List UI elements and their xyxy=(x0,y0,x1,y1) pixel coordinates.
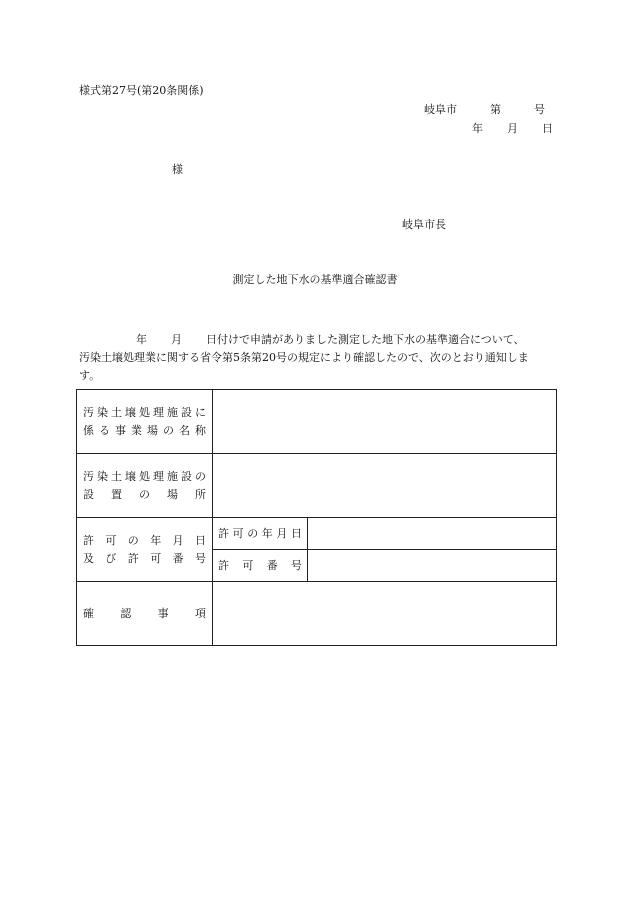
table-row-permit-date xyxy=(77,518,557,550)
value-permit-number[interactable] xyxy=(308,550,557,582)
issuer-number-line xyxy=(424,103,545,117)
label-facility-location: 汚染土壌処理施設の 設置の場所 xyxy=(77,454,213,518)
mayor-title: 岐阜市長 xyxy=(402,218,446,231)
label-permit-date: 許可の年月日 xyxy=(213,518,308,550)
body-line-1 xyxy=(79,331,559,349)
body-month: 月 xyxy=(171,333,182,346)
body-line-3: す。 xyxy=(79,369,101,382)
issuer-city: 岐阜市 xyxy=(424,103,457,116)
issuer-dai: 第 xyxy=(490,103,501,116)
label-facility-name: 汚染土壌処理施設に 係る事業場の名称 xyxy=(77,390,213,454)
issuer-go: 号 xyxy=(534,103,545,116)
value-facility-name[interactable] xyxy=(213,390,557,454)
value-confirmation[interactable] xyxy=(213,582,557,646)
table-row-confirmation xyxy=(77,582,557,646)
issue-date-line xyxy=(472,122,553,136)
document-title: 測定した地下水の基準適合確認書 xyxy=(232,273,398,286)
body-line1-rest: 日付けで申請がありました測定した地下水の基準適合について、 xyxy=(206,333,525,346)
date-month: 月 xyxy=(507,122,518,135)
value-facility-location[interactable] xyxy=(213,454,557,518)
addressee-sama: 様 xyxy=(172,163,183,176)
value-permit-date[interactable] xyxy=(308,518,557,550)
table-row-facility-name xyxy=(77,390,557,454)
body-line-2: 汚染土壌処理業に関する省令第5条第20号の規定により確認したので、次のとおり通知しま xyxy=(79,351,529,364)
body-year: 年 xyxy=(136,333,147,346)
date-year: 年 xyxy=(472,122,483,135)
label-permit: 許可の年月日 及び許可番号 xyxy=(77,518,213,582)
date-day: 日 xyxy=(542,122,553,135)
label-confirmation: 確認事項 xyxy=(77,582,213,646)
table-row-facility-location xyxy=(77,454,557,518)
body-text xyxy=(79,331,559,385)
form-number: 様式第27号(第20条関係) xyxy=(79,84,204,97)
form-table xyxy=(76,389,557,646)
label-permit-number: 許可番号 xyxy=(213,550,308,582)
